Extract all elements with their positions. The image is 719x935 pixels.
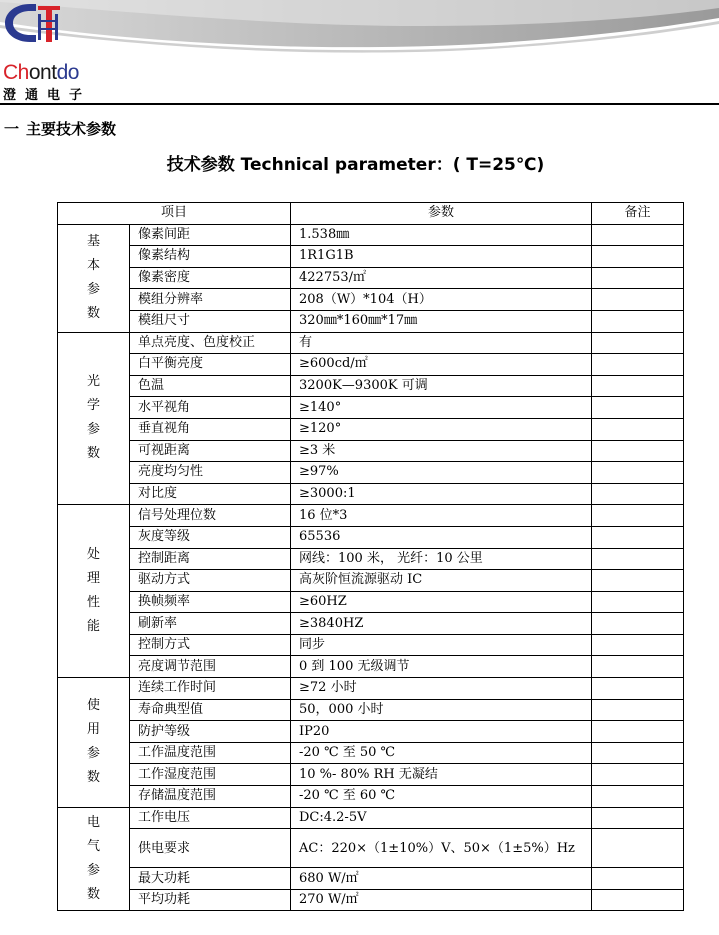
note-cell — [592, 721, 684, 743]
value-cell: -20 ℃ 至 50 ℃ — [291, 742, 592, 764]
item-cell: 垂直视角 — [130, 418, 291, 440]
item-cell: 工作温度范围 — [130, 742, 291, 764]
brand-name-suffix: do — [56, 61, 79, 84]
item-cell: 模组分辨率 — [130, 289, 291, 311]
value-cell: 16 位*3 — [291, 505, 592, 527]
item-cell: 色温 — [130, 375, 291, 397]
value-cell: AC：220×（1±10%）V、50×（1±5%）Hz — [291, 829, 592, 868]
value-cell: IP20 — [291, 721, 592, 743]
table-row — [58, 656, 684, 678]
note-cell — [592, 354, 684, 376]
table-body — [58, 224, 684, 911]
item-cell: 亮度调节范围 — [130, 656, 291, 678]
item-cell: 控制距离 — [130, 548, 291, 570]
note-cell — [592, 418, 684, 440]
item-cell: 亮度均匀性 — [130, 462, 291, 484]
table-row — [58, 786, 684, 808]
section-dash: 一 — [4, 120, 20, 138]
note-cell — [592, 440, 684, 462]
table-row — [58, 483, 684, 505]
note-cell — [592, 548, 684, 570]
value-cell: 422753/㎡ — [291, 267, 592, 289]
table-row — [58, 354, 684, 376]
value-cell: ≥3 米 — [291, 440, 592, 462]
note-cell — [592, 868, 684, 890]
table-row — [58, 418, 684, 440]
table-row — [58, 613, 684, 635]
category-label: 光学参数 — [87, 374, 101, 462]
note-cell — [592, 526, 684, 548]
parameter-table — [57, 202, 684, 911]
page-header — [0, 0, 719, 103]
table-row — [58, 721, 684, 743]
table-row — [58, 868, 684, 890]
value-cell: DC:4.2-5V — [291, 807, 592, 829]
item-cell: 可视距离 — [130, 440, 291, 462]
note-cell — [592, 267, 684, 289]
table-title-text: 技术参数 Technical parameter：( T=25℃) — [166, 155, 545, 175]
value-cell: ≥60HZ — [291, 591, 592, 613]
item-cell: 像素间距 — [130, 224, 291, 246]
note-cell — [592, 786, 684, 808]
table-row — [58, 289, 684, 311]
table-row — [58, 375, 684, 397]
value-cell: 10 %- 80% RH 无凝结 — [291, 764, 592, 786]
value-cell: 1.538㎜ — [291, 224, 592, 246]
table-row — [58, 570, 684, 592]
category-cell — [58, 678, 130, 808]
brand-name — [3, 62, 91, 83]
table-row — [58, 440, 684, 462]
header-swoosh-graphic — [0, 0, 719, 60]
table-row — [58, 889, 684, 911]
brand-logo — [3, 62, 91, 103]
item-cell: 像素密度 — [130, 267, 291, 289]
header-note: 备注 — [592, 203, 684, 225]
value-cell: 208（W）*104（H） — [291, 289, 592, 311]
brand-name-prefix: Ch — [3, 61, 29, 84]
value-cell: ≥120° — [291, 418, 592, 440]
item-cell: 驱动方式 — [130, 570, 291, 592]
table-header-row — [58, 203, 684, 225]
item-cell: 白平衡亮度 — [130, 354, 291, 376]
note-cell — [592, 246, 684, 268]
item-cell: 模组尺寸 — [130, 310, 291, 332]
note-cell — [592, 889, 684, 911]
table-row — [58, 829, 684, 868]
value-cell: ≥72 小时 — [291, 678, 592, 700]
table-title — [0, 150, 719, 175]
value-cell: 320㎜*160㎜*17㎜ — [291, 310, 592, 332]
table-row — [58, 678, 684, 700]
category-label: 处理性能 — [87, 547, 101, 635]
note-cell — [592, 462, 684, 484]
value-cell: 网线：100 米， 光纤：10 公里 — [291, 548, 592, 570]
item-cell: 单点亮度、色度校正 — [130, 332, 291, 354]
item-cell: 供电要求 — [130, 829, 291, 868]
section-title-text: 主要技术参数 — [26, 120, 117, 138]
table-row — [58, 310, 684, 332]
section-title — [4, 118, 116, 139]
note-cell — [592, 310, 684, 332]
table-row — [58, 224, 684, 246]
ct-logo-icon — [0, 0, 64, 46]
value-cell: ≥3840HZ — [291, 613, 592, 635]
item-cell: 灰度等级 — [130, 526, 291, 548]
category-label: 使用参数 — [87, 698, 101, 786]
table-row — [58, 548, 684, 570]
item-cell: 存储温度范围 — [130, 786, 291, 808]
item-cell: 平均功耗 — [130, 889, 291, 911]
category-cell — [58, 332, 130, 505]
item-cell: 最大功耗 — [130, 868, 291, 890]
value-cell: 270 W/㎡ — [291, 889, 592, 911]
value-cell: ≥600cd/㎡ — [291, 354, 592, 376]
brand-chinese-name: 澄通电子 — [3, 88, 92, 103]
item-cell: 水平视角 — [130, 397, 291, 419]
note-cell — [592, 764, 684, 786]
value-cell: ≥3000:1 — [291, 483, 592, 505]
table-row — [58, 526, 684, 548]
table-row — [58, 742, 684, 764]
item-cell: 换帧频率 — [130, 591, 291, 613]
item-cell: 工作湿度范围 — [130, 764, 291, 786]
value-cell: ≥140° — [291, 397, 592, 419]
note-cell — [592, 699, 684, 721]
note-cell — [592, 613, 684, 635]
note-cell — [592, 224, 684, 246]
header-item: 项目 — [58, 203, 291, 225]
value-cell: 1R1G1B — [291, 246, 592, 268]
table-row — [58, 764, 684, 786]
note-cell — [592, 656, 684, 678]
category-cell — [58, 505, 130, 678]
item-cell: 控制方式 — [130, 634, 291, 656]
value-cell: 0 到 100 无级调节 — [291, 656, 592, 678]
header-divider — [0, 103, 719, 105]
table-row — [58, 462, 684, 484]
category-label: 基本参数 — [87, 234, 101, 322]
value-cell: 50，000 小时 — [291, 699, 592, 721]
table-row — [58, 397, 684, 419]
item-cell: 对比度 — [130, 483, 291, 505]
category-cell — [58, 224, 130, 332]
note-cell — [592, 591, 684, 613]
value-cell: 有 — [291, 332, 592, 354]
value-cell: 同步 — [291, 634, 592, 656]
value-cell: 高灰阶恒流源驱动 IC — [291, 570, 592, 592]
table-row — [58, 246, 684, 268]
table-row — [58, 591, 684, 613]
header-value: 参数 — [291, 203, 592, 225]
note-cell — [592, 289, 684, 311]
value-cell: 3200K—9300K 可调 — [291, 375, 592, 397]
table-row — [58, 634, 684, 656]
table-row — [58, 699, 684, 721]
note-cell — [592, 742, 684, 764]
item-cell: 连续工作时间 — [130, 678, 291, 700]
note-cell — [592, 397, 684, 419]
category-label: 电气参数 — [87, 815, 101, 903]
note-cell — [592, 483, 684, 505]
table-row — [58, 267, 684, 289]
note-cell — [592, 375, 684, 397]
item-cell: 寿命典型值 — [130, 699, 291, 721]
value-cell: ≥97% — [291, 462, 592, 484]
note-cell — [592, 807, 684, 829]
note-cell — [592, 570, 684, 592]
note-cell — [592, 505, 684, 527]
brand-name-mid: ont — [28, 61, 57, 84]
value-cell: 680 W/㎡ — [291, 868, 592, 890]
item-cell: 信号处理位数 — [130, 505, 291, 527]
note-cell — [592, 332, 684, 354]
note-cell — [592, 678, 684, 700]
item-cell: 刷新率 — [130, 613, 291, 635]
value-cell: 65536 — [291, 526, 592, 548]
item-cell: 防护等级 — [130, 721, 291, 743]
note-cell — [592, 829, 684, 868]
table-row — [58, 332, 684, 354]
table-row — [58, 807, 684, 829]
note-cell — [592, 634, 684, 656]
category-cell — [58, 807, 130, 911]
item-cell: 像素结构 — [130, 246, 291, 268]
item-cell: 工作电压 — [130, 807, 291, 829]
table-row — [58, 505, 684, 527]
value-cell: -20 ℃ 至 60 ℃ — [291, 786, 592, 808]
